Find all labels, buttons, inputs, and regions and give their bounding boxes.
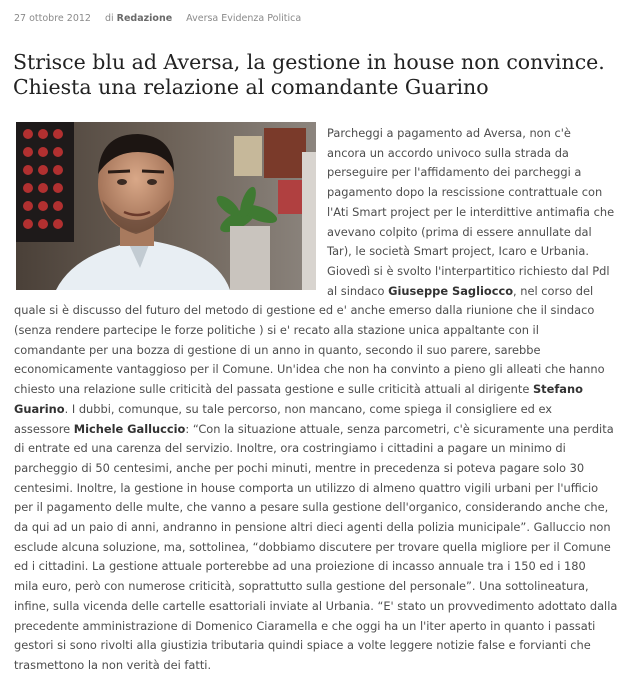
article-title-line-1: Strisce blu ad Aversa, la gestione in house non convince. xyxy=(13,50,605,74)
body-line xyxy=(14,577,589,597)
body-line xyxy=(14,498,608,518)
body-text: ancora un accordo univoco sulla strada da xyxy=(327,145,569,160)
article-title[interactable] xyxy=(13,50,613,100)
body-text: comandante per una bozza di gestione di un anno in quanto, secondo il suo parere, sarebbe xyxy=(14,342,541,357)
body-line xyxy=(14,636,591,656)
body-text: infine, sulla vicenda delle cartelle esattoriali inviate al Urbania. “E' stato un provvedimento adottato dalla xyxy=(14,598,618,613)
body-line xyxy=(327,163,581,183)
body-text: centesimi. Inoltre, la gestione in house comporta un utilizzo di almeno quattro vigili urbani per l'ufficio xyxy=(14,480,599,495)
body-text: di entrate ed una carenza del servizio. Inoltre, ora costringiamo i cittadini a pagare un minimo di xyxy=(14,441,566,456)
body-text: perseguire per l'affidamento dei parcheggi a xyxy=(327,165,582,180)
body-text: mila euro, però con numerose criticità, soprattutto sulla gestione del personale”. Una sottolineatura, xyxy=(14,579,589,594)
body-line xyxy=(327,242,589,262)
body-line xyxy=(14,557,586,577)
body-text: ed i cittadini. La gestione attuale porterebbe ad una proiezione di incasso annuale tra i 150 ed i 180 xyxy=(14,559,586,574)
person-name: Guarino xyxy=(14,401,65,416)
body-line xyxy=(14,459,584,479)
post-date: 27 ottobre 2012 xyxy=(14,13,91,24)
body-line xyxy=(14,538,611,558)
article-title-line-2: Chiesta una relazione al comandante Guarino xyxy=(13,75,489,99)
body-text: . I dubbi, comunque, su tale percorso, non mancano, come spiega il consigliere ed ex xyxy=(64,401,553,416)
person-name: Stefano xyxy=(532,382,583,397)
person-name: Michele Galluccio xyxy=(73,421,186,436)
body-line xyxy=(327,223,592,243)
body-line xyxy=(14,479,598,499)
post-meta xyxy=(14,13,301,24)
body-line xyxy=(327,282,593,302)
body-text: : “Con la situazione attuale, senza parcometri, c'è sicuramente una perdita xyxy=(185,421,614,436)
body-text: trasmettono la non verità dei fatti. xyxy=(14,657,212,672)
body-text: economicamente vantaggioso per il Comune. Un'idea che non ha convinto a pieno gli alleati che hanno xyxy=(14,362,605,377)
body-text: quale si è discusso del futuro del metodo di gestione ed e' anche emerso dalla riunione che il sindaco xyxy=(14,303,595,318)
body-text: gestori si sono rivolti alla giustizia tributaria quindi spiace a volte leggere notizie false e forvianti che xyxy=(14,638,591,653)
portrait-image xyxy=(16,122,316,290)
body-line xyxy=(14,617,595,637)
body-text: Giovedì si è svolto l'interpartitico richiesto dal Pdl xyxy=(327,263,610,278)
body-text: avevano colpito (prima di essere annullate dal xyxy=(327,224,592,239)
body-line xyxy=(14,400,552,420)
body-text: Parcheggi a pagamento ad Aversa, non c'è xyxy=(327,126,571,140)
body-text: Tar), le società Smart project, Icaro e Urbania. xyxy=(327,244,589,259)
body-line xyxy=(14,420,614,440)
body-text: (senza rendere partecipe le forze politiche ) si e' recato alla stazione unica appaltante con il xyxy=(14,323,539,337)
body-line xyxy=(14,518,611,538)
body-line xyxy=(327,144,569,164)
author-link[interactable]: Redazione xyxy=(116,13,173,24)
body-text: parcheggio di 50 centesimi, anche per pochi minuti, mentre in precedenza si poteva pagare solo 30 xyxy=(14,460,585,475)
article-photo xyxy=(16,122,316,290)
body-text: pagamento dopo la rescissione contrattuale con xyxy=(327,185,603,200)
body-line xyxy=(327,262,610,282)
body-line xyxy=(14,656,211,676)
body-text: precedente amministrazione di Domenico Ciaramella e che oggi ha un l'iter aperto in quanto i passati xyxy=(14,618,596,633)
body-line xyxy=(14,360,605,380)
body-line xyxy=(14,439,566,459)
body-text: esclude alcuna soluzione, ma, sottolinea, “dobbiamo discutere per trovare quella migliore per il Comune xyxy=(14,539,611,554)
body-line xyxy=(14,597,617,617)
body-text: per il pagamento delle multe, che vanno a pesare sulla gestione dell'organico, considerando anche che, xyxy=(14,500,609,515)
body-text: da qui ad un paio di anni, andranno in pensione altri dieci agenti della polizia municipale”. Galluccio non xyxy=(14,520,611,534)
body-line xyxy=(327,183,602,203)
category-link[interactable]: Aversa Evidenza Politica xyxy=(186,13,302,24)
body-line xyxy=(327,203,614,223)
person-name: Giuseppe Sagliocco xyxy=(388,283,514,298)
body-line xyxy=(14,380,583,400)
body-text: , nel corso del xyxy=(513,283,594,298)
body-line xyxy=(14,321,539,341)
body-text: al sindaco xyxy=(327,283,389,298)
body-text: assessore xyxy=(14,421,74,436)
body-line xyxy=(14,341,541,361)
body-text: l'Ati Smart project per le interdittive antimafia che xyxy=(327,204,615,219)
byline-prefix: di xyxy=(104,13,114,24)
body-line xyxy=(327,124,571,144)
body-line xyxy=(14,301,594,321)
body-text: chiesto una relazione sulle criticità del passata gestione e sulle criticità attuali al dirigente xyxy=(14,382,533,397)
